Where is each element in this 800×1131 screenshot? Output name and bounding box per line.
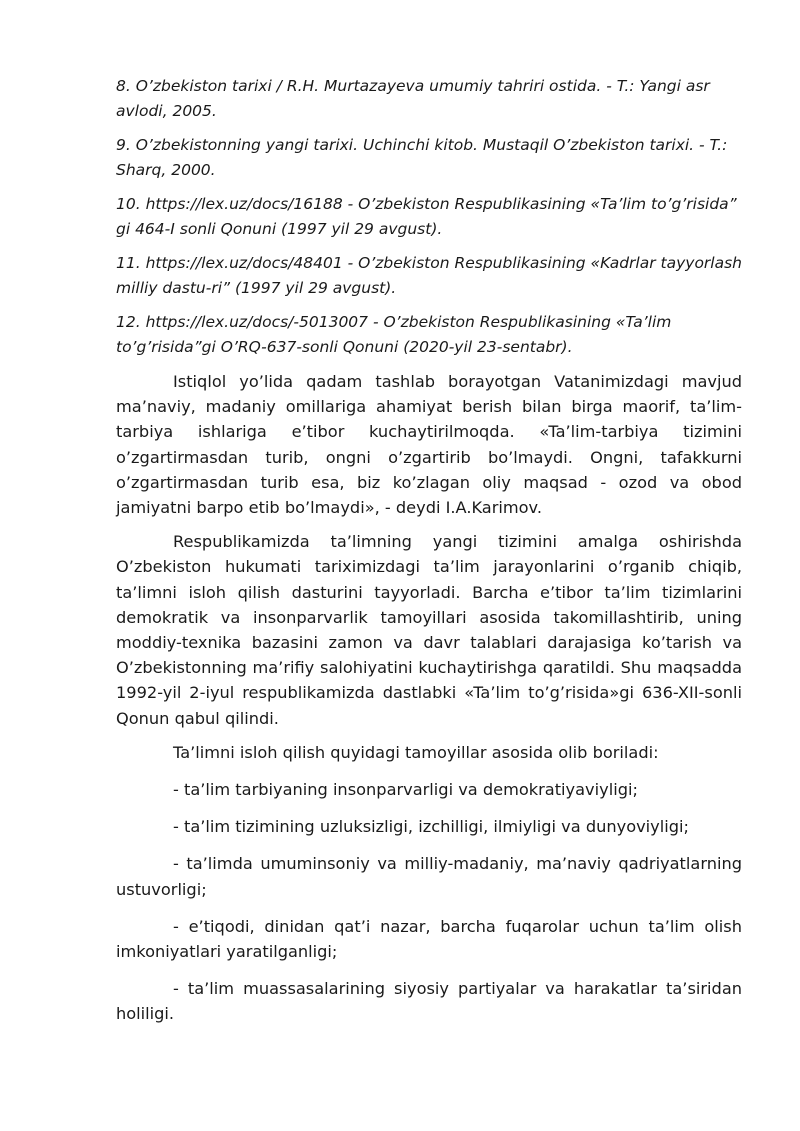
- principle-item: - e’tiqodi, dinidan qat’i nazar, barcha fuqarolar uchun ta’lim olish imkoniyatlari yaratilganligi;: [116, 916, 742, 962]
- reference-item-9: 9. O’zbekistonning yangi tarixi. Uchinchi kitob. Mustaqil O’zbekiston tarixi. - T.: Sharq, 2000.: [116, 136, 728, 179]
- principles-lead: Ta’limni isloh qilish quyidagi tamoyillar asosida olib boriladi:: [173, 742, 659, 762]
- reference-item-12: 12. https://lex.uz/docs/-5013007 - O’zbekiston Respublikasining «Ta’lim to’g’risida”gi O’RQ-637-sonli Qonuni (2020-yil 23-sentabr).: [116, 313, 672, 356]
- document-page: [116, 74, 742, 1039]
- reference-item-11: 11. https://lex.uz/docs/48401 - O’zbekiston Respublikasining «Kadrlar tayyorlash milliy dastu-ri” (1997 yil 29 avgust).: [116, 254, 743, 297]
- principle-item: - ta’limda umuminsoniy va milliy-madaniy, ma’naviy qadriyatlarning ustuvorligi;: [116, 854, 742, 899]
- reference-list: [116, 74, 742, 360]
- principle-item: - ta’lim tarbiyaning insonparvarligi va demokratiyaviyligi;: [173, 780, 638, 800]
- body-text: [116, 369, 742, 1027]
- principle-item: - ta’lim muassasalarining siyosiy partiyalar va harakatlar ta’siridan holiligi.: [116, 979, 742, 1024]
- paragraph-respublikamizda: Respublikamizda ta’limning yangi tizimini amalga oshirishda O’zbekiston hukumati tariximizdagi ta’lim jarayonlarini o’rganib chiqib, ta’limni isloh qilish dasturini tayyorladi. Barcha e’tibor ta’lim tizimlarini demokratik va insonparvarlik tamoyillari asosida takomillashtirib, uning moddiy-texnika bazasini zamon va davr talablari darajasiga ko’tarish va O’zbekistonning ma’rifiy salohiyatini kuchaytirishga qaratildi. Shu maqsadda 1992-yil 2-iyul respublikamizda dastlabki «Ta’lim to’g’risida»gi 636-XII-sonli Qonun qabul qilindi.: [116, 532, 742, 728]
- principle-item: - ta’lim tizimining uzluksizligi, izchilligi, ilmiyligi va dunyoviyligi;: [173, 817, 689, 837]
- reference-item-10: 10. https://lex.uz/docs/16188 - O’zbekiston Respublikasining «Ta’lim to’g’risida” gi 464-I sonli Qonuni (1997 yil 29 avgust).: [116, 195, 737, 238]
- paragraph-istiqlol: Istiqlol yo’lida qadam tashlab borayotgan Vatanimizdagi mavjud ma’naviy, madaniy omillariga ahamiyat berish bilan birga maorif, ta’lim-tarbiya ishlariga e’tibor kuchaytirilmoqda. «Ta’lim-tarbiya tizimini o’zgartirmasdan turib, ongni o’zgartirib bo’lmaydi. Ongni, tafakkurni o’zgartirmasdan turib esa, biz ko’zlagan oliy maqsad - ozod va obod jamiyatni barpo etib bo’lmaydi», - deydi I.A.Karimov.: [116, 372, 742, 518]
- reference-item-8: 8. O’zbekiston tarixi / R.H. Murtazayeva umumiy tahriri ostida. - T.: Yangi asr avlodi, 2005.: [116, 77, 710, 120]
